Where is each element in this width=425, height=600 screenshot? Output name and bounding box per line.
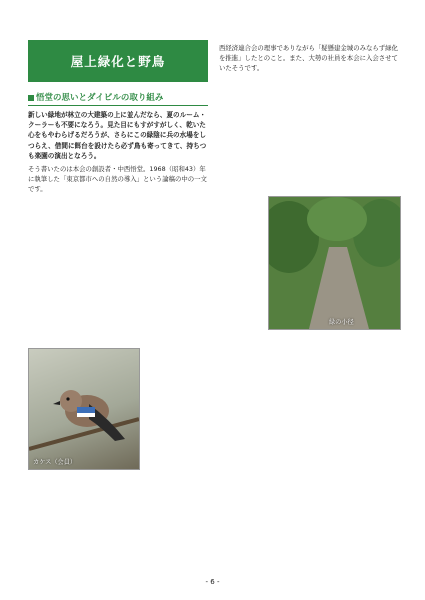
garden-path-icon: [269, 197, 400, 329]
right-column: [219, 40, 399, 74]
section-title: 屋上緑化と野鳥: [28, 40, 208, 82]
square-bullet-icon: [28, 95, 34, 101]
lead-paragraph: 新しい緑地が林立の大建築の上に並んだなら、夏のルーム・クーラーも不要になろう。見た目にもすがすがしく、乾いた心をもやわらげるだろうが、さらにこの緑陰に兵の水場をしつらえ、借間に餌台を設けたら必ず鳥も寄ってきて、持ちつも楽園の演出となろう。: [28, 111, 207, 160]
garden-photo-caption: 緑の小径: [329, 319, 354, 326]
subheading: 悟堂の思いとダイビルの取り組み: [28, 91, 208, 106]
left-column: [28, 40, 208, 195]
bird-photo: [28, 348, 140, 470]
page-number: - 6 -: [205, 578, 220, 586]
left-body: そう書いたのは本会の創設者・中西悟堂。1968（昭和43）年に執筆した「東京都市への自然の導入」という論稿の中の一文です。: [28, 165, 207, 194]
right-body: 西経済連合会の理事でありながら「疑懸建金城のみならず緑化を推進」したとのこと。また、大勢の社員を本会に入会させていたそうです。: [219, 44, 398, 73]
garden-photo: [268, 196, 401, 330]
jay-icon: [29, 349, 139, 469]
bird-photo-caption: カケス（会員）: [33, 459, 77, 466]
